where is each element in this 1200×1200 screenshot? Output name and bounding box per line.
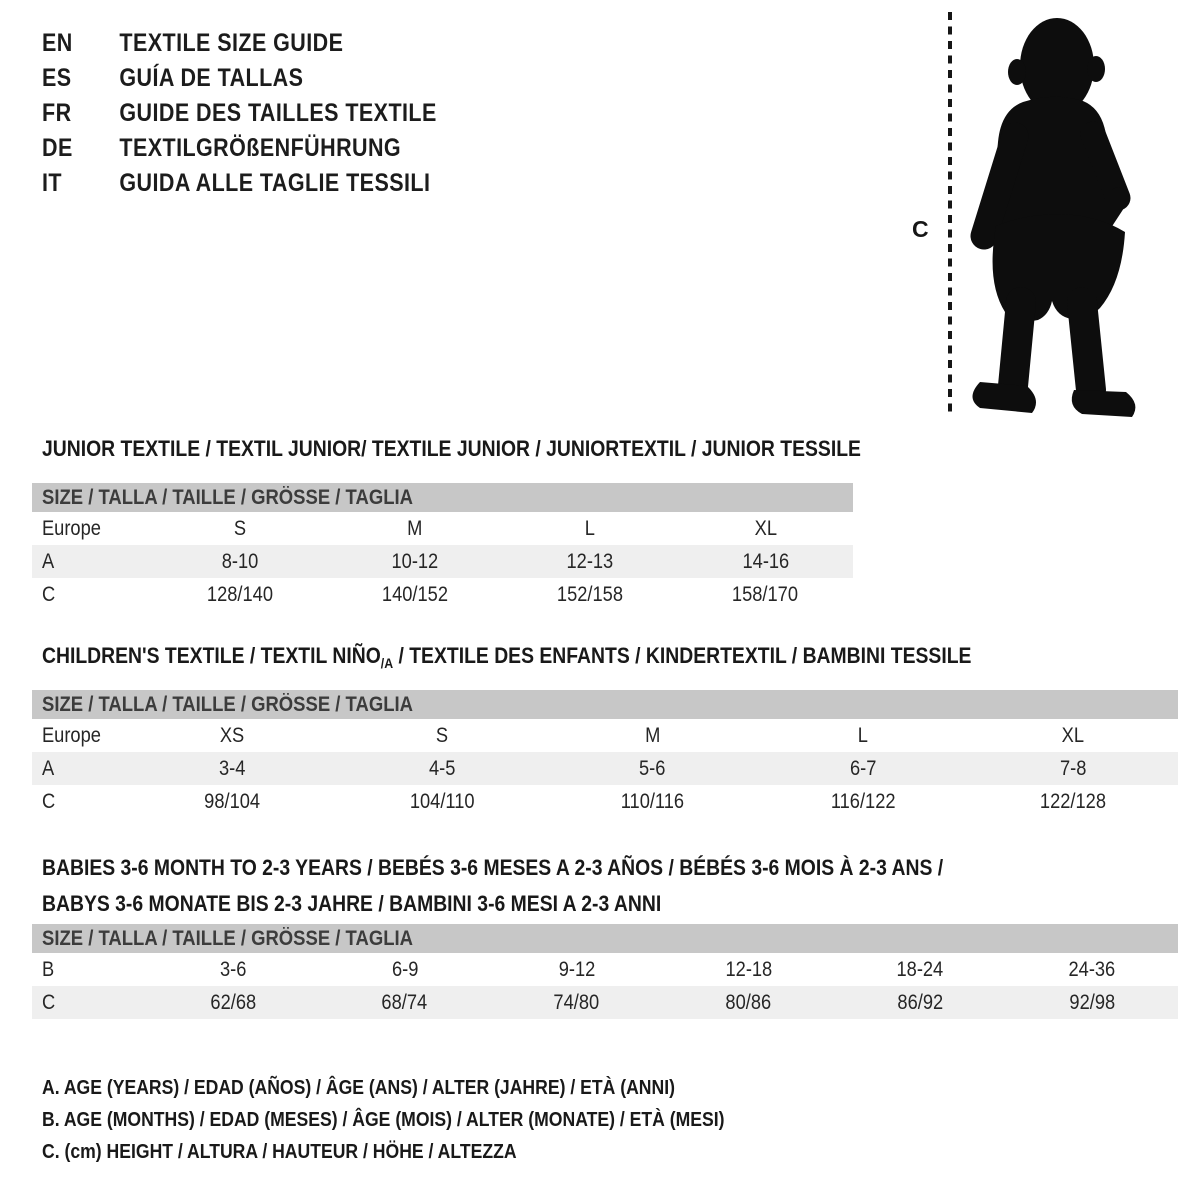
guide-title-en: TEXTILE SIZE GUIDE	[119, 29, 344, 57]
height-value: 158/170	[732, 582, 799, 606]
table-row-height	[32, 578, 853, 611]
height-value: 92/98	[1069, 990, 1115, 1014]
age-value: 10-12	[391, 549, 439, 573]
height-value: 116/122	[830, 789, 896, 813]
table-row-months	[32, 953, 1178, 986]
language-code: ES	[42, 64, 72, 92]
size-header-label: SIZE / TALLA / TAILLE / GRÖSSE / TAGLIA	[42, 926, 413, 950]
height-value: 122/128	[1039, 789, 1106, 813]
babies-size-table	[32, 924, 1178, 1019]
legend-age-years: A. AGE (YEARS) / EDAD (AÑOS) / ÂGE (ANS) / ALTER (JAHRE) / ETÀ (ANNI)	[42, 1077, 675, 1099]
height-value: 68/74	[381, 990, 428, 1014]
age-value: 3-4	[218, 756, 246, 780]
age-value: 5-6	[639, 756, 666, 780]
language-row-it	[42, 166, 437, 201]
table-row-height	[32, 986, 1178, 1019]
row-label: Europe	[42, 723, 101, 747]
age-value: 7-8	[1059, 756, 1087, 780]
age-value: 14-16	[742, 549, 789, 573]
age-value: 8-10	[221, 549, 258, 573]
children-section-title	[42, 643, 971, 676]
junior-size-table	[32, 483, 853, 611]
children-title-main: CHILDREN'S TEXTILE / TEXTIL NIÑO	[42, 643, 381, 668]
size-value: M	[407, 516, 423, 540]
measurement-legend	[42, 1072, 818, 1168]
row-label: C	[42, 582, 56, 606]
language-title-block	[42, 26, 501, 201]
babies-title-line1: BABIES 3-6 MONTH TO 2-3 YEARS / BEBÉS 3-6 MESES A 2-3 AÑOS / BÉBÉS 3-6 MOIS À 2-3 ANS /	[42, 855, 944, 880]
language-row-es	[42, 61, 437, 96]
guide-title-de: TEXTILGRÖßENFÜHRUNG	[119, 134, 402, 162]
legend-age-months: B. AGE (MONTHS) / EDAD (MESES) / ÂGE (MOIS) / ALTER (MONATE) / ETÀ (MESI)	[42, 1109, 725, 1131]
size-value: L	[585, 516, 596, 540]
size-value: S	[233, 516, 246, 540]
size-header-bar	[32, 924, 1178, 953]
months-value: 6-9	[391, 957, 418, 981]
size-value: M	[644, 723, 661, 747]
table-row-age	[32, 545, 853, 578]
height-value: 98/104	[204, 789, 261, 813]
language-code: IT	[42, 169, 62, 197]
height-value: 140/152	[381, 582, 448, 606]
table-row-age	[32, 752, 1178, 785]
height-line-label: C	[912, 216, 929, 242]
size-header-bar	[32, 483, 853, 512]
children-title-subscript: /A	[380, 655, 394, 671]
height-value: 74/80	[553, 990, 600, 1014]
toddler-silhouette-figure	[935, 6, 1195, 421]
language-code: DE	[42, 134, 73, 162]
months-value: 12-18	[725, 957, 772, 981]
language-row-de	[42, 131, 437, 166]
language-row-en	[42, 26, 437, 61]
months-value: 24-36	[1068, 957, 1116, 981]
size-value: S	[436, 723, 449, 747]
months-value: 18-24	[896, 957, 944, 981]
toddler-silhouette-icon	[973, 18, 1136, 417]
age-value: 6-7	[849, 756, 876, 780]
babies-title-line2: BABYS 3-6 MONATE BIS 2-3 JAHRE / BAMBINI 3-6 MESI A 2-3 ANNI	[42, 891, 662, 916]
row-label: Europe	[42, 516, 101, 540]
language-row-fr	[42, 96, 437, 131]
months-value: 9-12	[558, 957, 595, 981]
months-value: 3-6	[219, 957, 247, 981]
height-value: 128/140	[206, 582, 273, 606]
height-value: 86/92	[897, 990, 944, 1014]
age-value: 12-13	[566, 549, 614, 573]
height-value: 62/68	[210, 990, 256, 1014]
height-value: 110/116	[620, 789, 685, 813]
size-value: XS	[219, 723, 245, 747]
height-value: 80/86	[725, 990, 772, 1014]
size-header-bar	[32, 690, 1178, 719]
size-value: XL	[1061, 723, 1085, 747]
height-value: 104/110	[409, 789, 475, 813]
junior-section-title: JUNIOR TEXTILE / TEXTIL JUNIOR/ TEXTILE JUNIOR / JUNIORTEXTIL / JUNIOR TESSILE	[42, 436, 861, 461]
babies-section-title	[42, 850, 943, 922]
size-value: L	[857, 723, 868, 747]
legend-height-cm: C. (cm) HEIGHT / ALTURA / HAUTEUR / HÖHE / ALTEZZA	[42, 1141, 517, 1163]
table-row-europe	[32, 512, 853, 545]
children-size-table	[32, 690, 1178, 818]
row-label: C	[42, 789, 56, 813]
guide-title-es: GUÍA DE TALLAS	[119, 64, 304, 92]
row-label: C	[42, 990, 56, 1014]
table-row-height	[32, 785, 1178, 818]
guide-title-it: GUIDA ALLE TAGLIE TESSILI	[119, 169, 431, 197]
age-value: 4-5	[429, 756, 456, 780]
row-label: A	[42, 756, 55, 780]
row-label: A	[42, 549, 55, 573]
guide-title-fr: GUIDE DES TAILLES TEXTILE	[119, 99, 437, 127]
height-value: 152/158	[557, 582, 624, 606]
table-row-europe	[32, 719, 1178, 752]
row-label: B	[42, 957, 55, 981]
size-value: XL	[754, 516, 777, 540]
children-title-rest: / TEXTILE DES ENFANTS / KINDERTEXTIL / BAMBINI TESSILE	[393, 643, 972, 668]
language-code: EN	[42, 29, 73, 57]
size-header-label: SIZE / TALLA / TAILLE / GRÖSSE / TAGLIA	[42, 692, 413, 716]
size-header-label: SIZE / TALLA / TAILLE / GRÖSSE / TAGLIA	[42, 485, 413, 509]
language-code: FR	[42, 99, 72, 127]
